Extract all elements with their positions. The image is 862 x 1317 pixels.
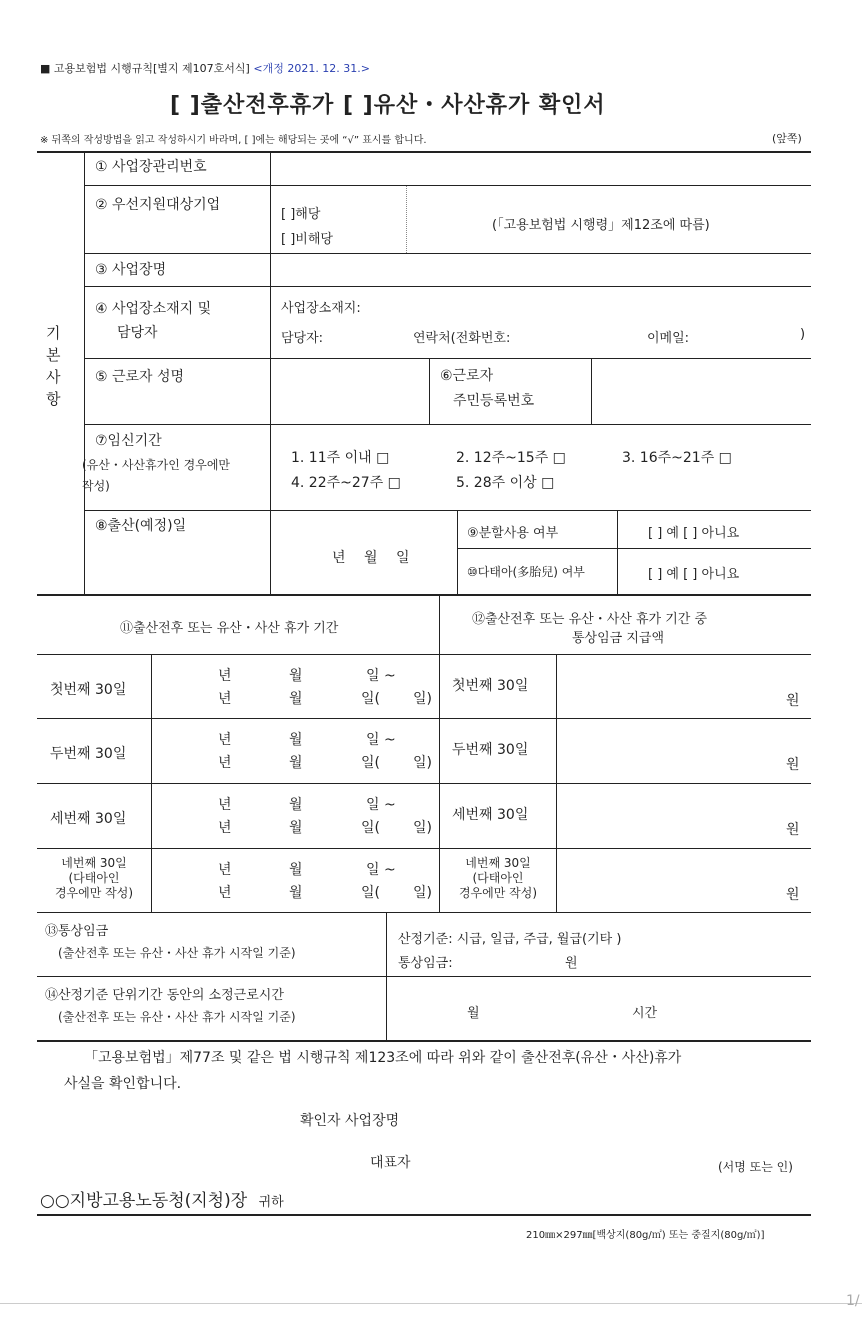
confirmer-company-label: 확인자 사업장명: [300, 1113, 400, 1129]
wage-basis-field[interactable]: 산정기준: 시급, 일급, 주급, 월급(기타 ): [398, 932, 622, 947]
business-address-field[interactable]: 사업장소재지:: [281, 301, 361, 316]
addressee: ○○지방고용노동청(지청)장 귀하: [40, 1191, 284, 1211]
wage-amount[interactable]: 원: [786, 693, 800, 709]
signature-field[interactable]: (서명 또는 인): [718, 1160, 793, 1174]
leave-period-header: ⑪출산전후 또는 유산・사산 휴가 기간: [120, 621, 339, 636]
pregnancy-opt-5[interactable]: 5. 28주 이상 □: [456, 475, 555, 491]
priority-applicable-option[interactable]: [ ]해당: [281, 207, 321, 222]
end-month[interactable]: 월: [289, 691, 303, 707]
leave-period-label: 세번째 30일: [50, 811, 127, 827]
worker-name-label: ⑤ 근로자 성명: [95, 369, 185, 385]
start-year[interactable]: 년: [218, 668, 232, 684]
end-year[interactable]: 년: [218, 691, 232, 707]
birth-date-field[interactable]: 년 월 일: [332, 550, 410, 566]
priority-support-label: ② 우선지원대상기업: [95, 197, 221, 213]
start-month[interactable]: 월: [289, 732, 303, 748]
end-month[interactable]: 월: [289, 885, 303, 901]
wage-header: ⑫출산전후 또는 유산・사산 휴가 기간 중: [472, 612, 708, 627]
priority-not-applicable-option[interactable]: [ ]비해당: [281, 232, 333, 247]
addressee-suffix: 귀하: [258, 1195, 284, 1210]
email-field[interactable]: 이메일:: [647, 331, 690, 346]
end-day[interactable]: 일(: [361, 691, 380, 707]
start-year[interactable]: 년: [218, 862, 232, 878]
representative-label: 대표자: [370, 1155, 411, 1171]
end-year[interactable]: 년: [218, 820, 232, 836]
wage-period-label: 두번째 30일: [452, 742, 529, 758]
pregnancy-period-note-2: 작성): [82, 479, 110, 493]
work-hours-hours[interactable]: 시간: [632, 1006, 658, 1021]
end-month[interactable]: 월: [289, 820, 303, 836]
ordinary-wage-note: (출산전후 또는 유산・사산 휴가 시작일 기준): [58, 946, 296, 960]
end-year[interactable]: 년: [218, 885, 232, 901]
day-count[interactable]: 일): [413, 691, 432, 707]
pregnancy-opt-3[interactable]: 3. 16주~21주 □: [622, 450, 732, 466]
start-year[interactable]: 년: [218, 732, 232, 748]
worker-id-label: ⑥근로자: [440, 368, 494, 384]
birth-date-label: ⑧출산(예정)일: [95, 518, 187, 534]
confirmation-text: 「고용보험법」제77조 및 같은 법 시행규칙 제123조에 따라 위와 같이 출산전후(유산・사산)휴가: [84, 1050, 682, 1066]
fourth-wage-label: 네번째 30일 (다태아인 경우에만 작성): [458, 856, 538, 900]
form-reference: ■ 고용보험법 시행규칙[별지 제107호서식] <개정 2021. 12. 31.>: [40, 62, 371, 75]
ordinary-wage-label: ⑬통상임금: [45, 924, 109, 939]
multiple-birth-label: ⑩다태아(多胎兒) 여부: [467, 565, 585, 579]
wage-amount-unit: 원: [565, 956, 578, 971]
business-address-label-2: 담당자: [117, 325, 158, 341]
business-name-label: ③ 사업장명: [95, 262, 167, 278]
instruction-note: ※ 뒤쪽의 작성방법을 읽고 작성하시기 바라며, [ ]에는 해당되는 곳에 “√” 표시를 합니다.: [40, 135, 427, 146]
wage-amount[interactable]: 원: [786, 757, 800, 773]
page-side: (앞쪽): [772, 132, 802, 145]
pregnancy-period-label: ⑦임신기간: [95, 433, 162, 449]
priority-legal-note: (「고용보험법 시행령」제12조에 따름): [492, 218, 710, 233]
basic-section-label: 기 본 사 항: [46, 324, 61, 408]
start-month[interactable]: 월: [289, 862, 303, 878]
close-paren: ): [800, 327, 806, 342]
leave-period-label: 두번째 30일: [50, 746, 127, 762]
fourth-period-label: 네번째 30일 (다태아인 경우에만 작성): [54, 856, 134, 900]
start-year[interactable]: 년: [218, 797, 232, 813]
wage-amount[interactable]: 원: [786, 822, 800, 838]
day-count[interactable]: 일): [413, 885, 432, 901]
work-hours-month[interactable]: 월: [467, 1006, 480, 1021]
page-number: 1/: [846, 1293, 860, 1309]
leave-period-label: 첫번째 30일: [50, 682, 127, 698]
revision-note: <개정 2021. 12. 31.>: [253, 62, 371, 75]
day-count[interactable]: 일): [413, 820, 432, 836]
end-month[interactable]: 월: [289, 755, 303, 771]
confirmation-text-2: 사실을 확인합니다.: [64, 1076, 182, 1092]
business-id-label: ① 사업장관리번호: [95, 159, 207, 175]
start-day[interactable]: 일 ~: [366, 797, 396, 813]
business-address-label: ④ 사업장소재지 및: [95, 301, 212, 317]
split-use-label: ⑨분할사용 여부: [467, 526, 559, 541]
wage-period-label: 세번째 30일: [452, 807, 529, 823]
phone-field[interactable]: 연락처(전화번호:: [413, 331, 511, 346]
start-month[interactable]: 월: [289, 797, 303, 813]
end-day[interactable]: 일(: [361, 820, 380, 836]
manager-field[interactable]: 담당자:: [281, 331, 324, 346]
multiple-birth-options[interactable]: [ ] 예 [ ] 아니요: [648, 567, 740, 582]
start-day[interactable]: 일 ~: [366, 862, 396, 878]
pregnancy-opt-2[interactable]: 2. 12주~15주 □: [456, 450, 566, 466]
pregnancy-opt-4[interactable]: 4. 22주~27주 □: [291, 475, 401, 491]
wage-amount[interactable]: 원: [786, 887, 800, 903]
end-day[interactable]: 일(: [361, 755, 380, 771]
end-year[interactable]: 년: [218, 755, 232, 771]
worker-id-label-2: 주민등록번호: [453, 393, 535, 409]
work-hours-note: (출산전후 또는 유산・사산 휴가 시작일 기준): [58, 1010, 296, 1024]
start-day[interactable]: 일 ~: [366, 668, 396, 684]
end-day[interactable]: 일(: [361, 885, 380, 901]
page-title: [ ]출산전후휴가 [ ]유산・사산휴가 확인서: [170, 93, 606, 118]
split-use-options[interactable]: [ ] 예 [ ] 아니요: [648, 526, 740, 541]
wage-header-2: 통상임금 지급액: [572, 631, 665, 646]
start-month[interactable]: 월: [289, 668, 303, 684]
pregnancy-period-note: (유산・사산휴가인 경우에만: [82, 458, 231, 472]
wage-period-label: 첫번째 30일: [452, 678, 529, 694]
paper-spec: 210㎜×297㎜[백상지(80g/㎡) 또는 중질지(80g/㎡)]: [526, 1230, 765, 1241]
day-count[interactable]: 일): [413, 755, 432, 771]
start-day[interactable]: 일 ~: [366, 732, 396, 748]
pregnancy-opt-1[interactable]: 1. 11주 이내 □: [291, 450, 390, 466]
wage-amount-field[interactable]: 통상임금:: [398, 956, 453, 971]
work-hours-label: ⑭산정기준 단위기간 동안의 소정근로시간: [45, 988, 284, 1003]
